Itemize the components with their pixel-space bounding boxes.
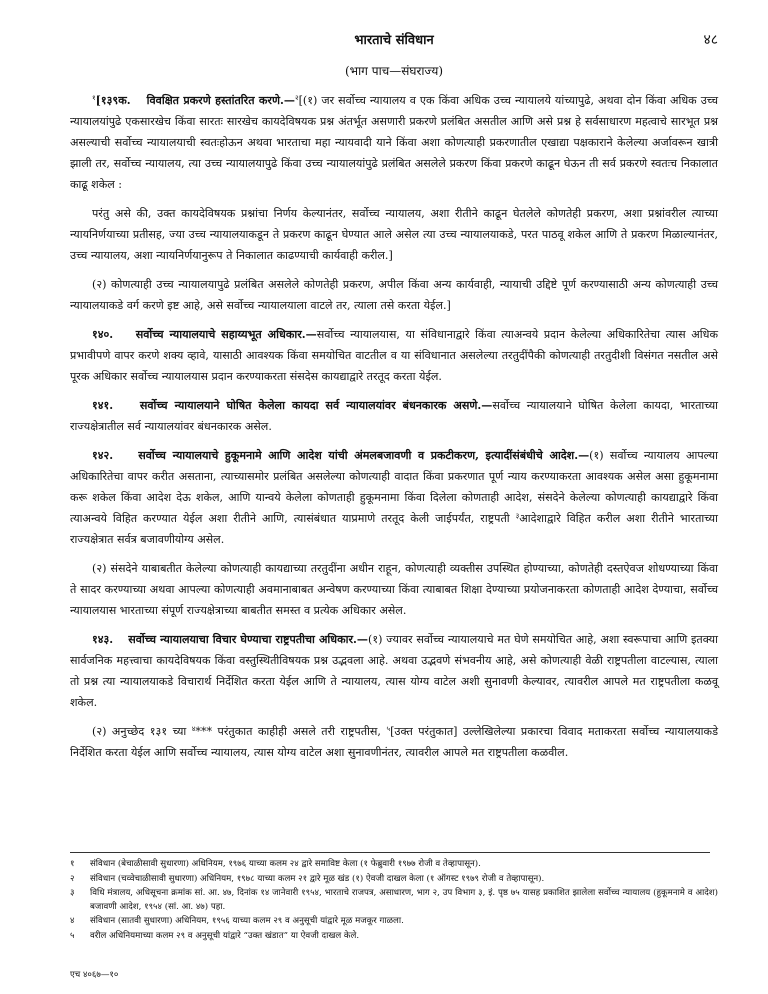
part-subtitle: (भाग पाच—संघराज्य) [344,64,444,78]
page-number: ४८ [703,32,718,48]
footnote-text: संविधान (बेचाळीसावी सुधारणा) अधिनियम, १९७६ याच्या कलम २४ द्वारे समाविष्ट केला (१ फेब्रुवारी १९७७ रोजी व तेव्हापासून). [90,859,481,869]
article-143 [70,629,718,713]
article-heading: सर्वोच्च न्यायालयाचा विचार घेण्याचा राष्ट्रपतीचा अधिकार.— [128,633,369,646]
article-heading: सर्वोच्च न्यायालयाचे सहाय्यभूत अधिकार.— [135,328,317,341]
footnote-marker: १ [92,94,96,102]
paragraph-text: [(१) जर सर्वोच्च न्यायालय व एक किंवा अधिक उच्च न्यायालये यांच्यापुढे, अथवा दोन किंवा अधिक उच्च न्यायालयांपुढे एकसारखेच किंवा सारतः सारखेच कायदेविषयक प्रश्न अंतर्भूत असणारी प्रकरणे प्रलंबित असतील आणि असे प्रश्न हे सर्वसाधारण महत्वाचे सारभूत प्रश्न असल्याची सर्वोच्च न्यायालयाची स्वतःहोऊन अथवा भारताचा महा न्यायवादी याने किंवा अशा कोणत्याही प्रकरणातील एखाद्या पक्षकाराने केलेल्या अर्जावरून खात्री झाली तर, सर्वोच्च न्यायालय, त्या उच्च न्यायालयापुढे किंवा उच्च न्यायालयांपुढे प्रलंबित असलेले प्रकरण किंवा प्रकरणे काढून घेऊन ती सर्व प्रकरणे स्वतःच निकालात काढू शकेल : [70,94,718,191]
footnote-text: संविधान (सातवी सुधारणा) अधिनियम, १९५६ याच्या कलम २९ व अनुसूची यांद्वारे मूळ मजकूर गाळला. [90,916,404,926]
running-title: भारताचे संविधान [354,33,434,48]
article-heading: विवक्षित प्रकरणे हस्तांतरित करणे.— [146,94,295,107]
footnote-mark: ५ [70,930,75,941]
footnote-mark: १ [70,859,75,869]
article-139a [70,90,718,195]
footnotes [70,858,718,944]
paragraph-text: (१) ज्यावर सर्वोच्च न्यायालयाचे मत घेणे समयोचित आहे, अशा स्वरूपाचा आणि इतक्या सार्वजनिक महत्त्वाचा कायदेविषयक किंवा वस्तुस्थितीविषयक प्रश्न उद्भवला आहे. अथवा उद्भवणे संभवनीय आहे, असे कोणत्याही वेळी राष्ट्रपतीला वाटल्यास, त्याला तो प्रश्न त्या न्यायालयाकडे विचारार्थ निर्देशित करता येईल आणि ते न्यायालय, त्यास योग्य वाटेल अशी सुनावणी केल्यावर, त्यावरील आपले मत राष्ट्रपतीला कळवू शकेल. [70,633,718,709]
article-number: १४३. [92,633,114,646]
footnote-text: संविधान (चव्वेचाळीसावी सुधारणा) अधिनियम, १९७८ याच्या कलम २१ द्वारे मूळ खंड (१) ऐवजी दाखल केला (१ ऑगस्ट १९७९ रोजी व तेव्हापासून). [90,873,545,884]
article-141 [70,395,718,437]
footnote [70,858,718,872]
article-140 [70,324,718,387]
footnote-marker: २ [294,94,299,102]
article-number: १४२. [92,449,114,462]
footnote [70,930,718,944]
paragraph-text: सर्वोच्च न्यायालयास, या संविधानाद्वारे किंवा त्याअन्वये प्रदान केलेल्या अधिकारितेचा त्यास अधिक प्रभावीपणे वापर करणे शक्य व्हावे, यासाठी आवश्यक किंवा समयोचित वाटतील व या संविधानात असलेल्या तरतुदींपैकी कोणत्याही तरतुदीशी विसंगत नसतील असे पूरक अधिकार सर्वोच्च न्यायालयास प्रदान करण्याकरता संसदेस कायद्याद्वारे तरतूद करता येईल. [70,328,718,383]
footnote-text: वरील अधिनियमाच्या कलम २९ व अनुसूची यांद्वारे “उक्त खंडात” या ऐवजी दाखल केले. [90,930,360,941]
paragraph-text: (२) अनुच्छेद १३१ च्या [92,725,187,738]
paragraph-text: (१) सर्वोच्च न्यायालय आपल्या अधिकारितेचा वापर करीत असताना, त्याच्यासमोर प्रलंबित असलेल्या कोणत्याही वादात किंवा प्रकरणात पूर्ण न्याय करण्याकरता आवश्यक असेल असा हुकूमनामा करू शकेल किंवा आदेश देऊ शकेल, आणि यान्वये केलेला कोणताही हुकूमनामा किंवा दिलेला कोणताही आदेश, संसदेने केलेल्या कोणत्याही कायद्याद्वारे किंवा त्याअन्वये विहित करण्यात येईल अशा रीतीने आणि, त्यासंबंधात याप्रमाणे तरतूद केली जाईपर्यंत, राष्ट्रपती [70,449,718,525]
proviso-paragraph: परंतु असे की, उक्त कायदेविषयक प्रश्नांचा निर्णय केल्यानंतर, सर्वोच्च न्यायालय, अशा रीतीने काढून घेतलेले कोणतेही प्रकरण, अशा प्रश्नांवरील त्याच्या न्यायनिर्णयाच्या प्रतीसह, ज्या उच्च न्यायालयाकडून ते प्रकरण काढून घेण्यात आले असेल त्या उच्च न्यायालयाकडे, परत पाठवू शकेल आणि ते प्रकरण मिळाल्यानंतर, उच्च न्यायालय, अशा न्यायनिर्णयानुरूप ते निकालात काढण्याची कार्यवाही करील.] [70,207,718,262]
clause-paragraph: (२) कोणत्याही उच्च न्यायालयापुढे प्रलंबित असलेले कोणतेही प्रकरण, अपील किंवा अन्य कार्यवाही, न्यायाची उद्दिष्टे पूर्ण करण्यासाठी अन्य कोणत्याही उच्च न्यायालयाकडे वर्ग करणे इष्ट आहे, असे सर्वोच्च न्यायालयाला वाटले तर, त्याला तसे करता येईल.] [70,278,718,312]
footnote-marker: ४ [191,725,196,733]
article-heading: सर्वोच्च न्यायालयाचे हुकूमनामे आणि आदेश यांची अंमलबजावणी व प्रकटीकरण, इत्यादींसंबंधीचे आदेश.— [138,449,590,462]
clause-paragraph [70,721,718,763]
footnote-text: विधि मंत्रालय, अधिसूचना क्रमांक सां. आ. ४७, दिनांक १४ जानेवारी १९५४, भारताचे राजपत्र, असाधारण, भाग २, उप विभाग ३, इं. पृष्ठ ७५ यासह प्रकाशित झालेला सर्वोच्च न्यायालय (हुकूमनामे व आदेश) बजावणी आदेश, १९५४ (सां. आ. ४७) पहा. [90,888,718,912]
article-142 [70,445,718,550]
footnote [70,873,718,887]
footnote-mark: २ [70,873,75,884]
footnote-mark: ४ [70,916,75,926]
paragraph-text: सर्वोच्च न्यायालयाने घोषित केलेला कायदा, भारताच्या राज्यक्षेत्रातील सर्व न्यायालयांवर बंधनकारक असेल. [70,399,718,433]
document-body [70,90,718,771]
footnote-marker: ३ [515,512,520,520]
paragraph-text-cont: *** परंतुकात काहीही असले तरी राष्ट्रपतीस, [195,725,381,738]
article-number: [१३९क. [95,94,131,107]
article-number: १४१. [92,399,114,412]
footnote [70,887,718,914]
print-code: एच ४०६७—१० [70,970,119,980]
clause-paragraph: (२) संसदेने याबाबतीत केलेल्या कोणत्याही कायद्याच्या तरतुदींना अधीन राहून, कोणत्याही व्यक्तीस उपस्थित होण्याच्या, कोणतेही दस्तऐवज शोधण्याच्या किंवा ते सादर करण्याच्या अथवा आपल्या कोणत्याही अवमानाबाबत अन्वेषण करण्याच्या किंवा त्याबाबत शिक्षा देण्याच्या प्रयोजनाकरता कोणताही आदेश देण्याचा, सर्वोच्च न्यायालयास भारताच्या संपूर्ण राज्यक्षेत्राच्या बाबतीत समस्त व प्रत्येक अधिकार असेल. [70,562,718,617]
footnote-marker: ५ [386,725,391,733]
document-page [70,0,718,994]
article-heading: सर्वोच्च न्यायालयाने घोषित केलेला कायदा सर्व न्यायालयांवर बंधनकारक असणे.— [139,399,493,412]
footnote-divider [70,852,710,853]
paragraph-text-cont: आदेशाद्वारे विहित करील अशा रीतीने भारताच्या राज्यक्षेत्रात सर्वत्र बजावणीयोग्य असेल. [70,512,718,546]
footnote [70,915,718,929]
footnote-mark: ३ [70,888,75,898]
article-number: १४०. [92,328,114,341]
paragraph-text-cont: [उक्त परंतुकात] उल्लेखिलेल्या प्रकारचा विवाद मताकरता सर्वोच्च न्यायालयाकडे निर्देशित करता येईल आणि सर्वोच्च न्यायालय, त्यास योग्य वाटेल अशा सुनावणीनंतर, त्यावरील आपले मत राष्ट्रपतीला कळवील. [70,725,719,759]
